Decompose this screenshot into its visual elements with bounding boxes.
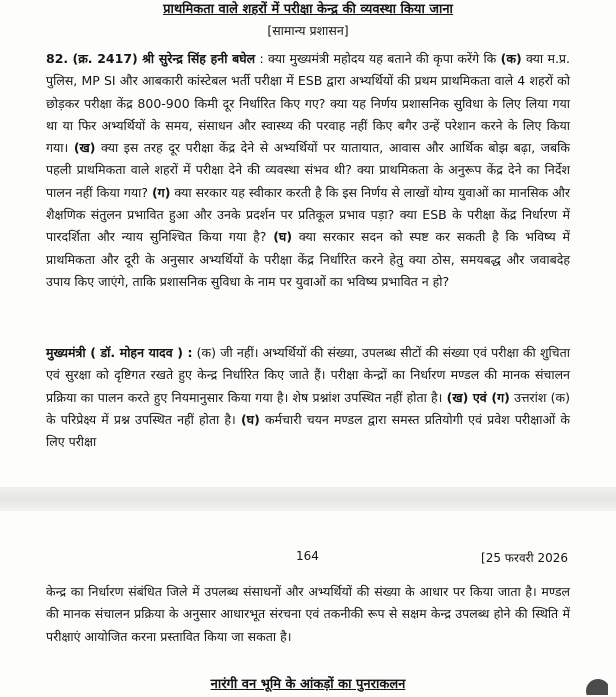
page-date: [25 फरवरी 2026 — [481, 551, 568, 565]
part-kha-label: (ख) — [73, 140, 96, 156]
continuation-paragraph: केन्द्र का निर्धारण संबंधित जिले में उपलब्ध संसाधनों और अभ्यर्थियों की संख्या के आधार पर किया जाता है। मण्डल की मानक संचालन प्रक्रिया के अनुसार आधारभूत संरचना एवं तकनीकी रूप से सक्षम केन्द्र उपलब्ध होने की स्थिति में परीक्षाएं आयोजित करना प्रस्तावित किया जा सकता है। — [46, 584, 570, 644]
part-ka-label: (क) — [500, 51, 522, 66]
part-ga-label: (ग) — [151, 184, 171, 200]
question-ref: (क्र. 2417) — [72, 51, 138, 66]
answer-speaker: मुख्यमंत्री ( डॉ. मोहन यादव ) : — [46, 345, 193, 360]
answer-paragraph — [46, 342, 570, 453]
next-section-heading: नारंगी वन भूमि के आंकड़ों का पुनराकलन — [210, 677, 406, 692]
part-ga-text: क्या सरकार यह स्वीकार करती है कि इस निर्णय से लाखों योग्य युवाओं का मानसिक और शैक्षणिक संतुलन प्रभावित हुआ और उनके प्रदर्शन पर प्रतिकूल प्रभाव पड़ा? क्या ESB के परीक्षा केंद्र निर्धारण में पारदर्शिता और न्याय सुनिश्चित किया गया है? — [46, 184, 570, 245]
part-gha-text: क्या सरकार सदन को स्पष्ट कर सकती है कि भविष्य में प्राथमिकता और दूरी के अनुसार अभ्यर्थियों के परीक्षा केंद्र निर्धारित करने हेतु क्या ठोस, समयबद्ध और जवाबदेह उपाय किए जाएंगे, ताकि प्रशासनिक सुविधा के नाम पर युवाओं का भविष्य प्रभावित न हो? — [46, 229, 570, 289]
department-label: [सामान्य प्रशासन] — [267, 23, 349, 38]
answer-text-2: उत्तरांश (क) के परिप्रेक्ष्य में प्रश्न उपस्थित नहीं होता है। — [46, 389, 570, 427]
scroll-corner-icon[interactable] — [578, 675, 608, 695]
question-number: 82. — [46, 51, 69, 66]
page-number: 164 — [296, 549, 319, 563]
answer-text: (क) जी नहीं। अभ्यर्थियों की संख्या, उपलब्ध सीटों की संख्या एवं परीक्षा की शुचिता एवं सुरक्षा को दृष्टिगत रखते हुए केन्द्र निर्धारित किए जाते हैं। परीक्षा केन्द्रों का निर्धारण मण्डल की मानक संचालन प्रक्रिया का पालन करते हुए नियमानुसार किया गया है। शेष प्रश्नांश उपस्थित नहीं होता है। — [46, 345, 570, 405]
answer-part-gha-label: (घ) — [240, 411, 260, 427]
page-bottom — [0, 511, 616, 697]
part-ka-text: क्या म.प्र. पुलिस, MP SI और आबकारी कांस्टेबल भर्ती परीक्षा में ESB द्वारा अभ्यर्थियों की प्रथम प्राथमिकता वाले 4 शहरों को छोड़कर परीक्षा केंद्र 800-900 किमी दूर निर्धारित किए गए? क्या यह निर्णय प्रशासनिक सुविधा के लिए लिया गया था या फिर अभ्यर्थियों के समय, संसाधन और स्वास्थ्य की परवाह नहीं किए बगैर उन्हें परेशान करने के लिए किया गया। — [46, 51, 571, 156]
question-intro: : क्या मुख्यमंत्री महोदय यह बताने की कृपा करेंगे कि — [259, 51, 497, 66]
question-paragraph — [46, 48, 570, 293]
part-gha-label: (घ) — [273, 229, 293, 245]
answer-part-label: (ख) एवं (ग) — [446, 389, 510, 405]
section-heading: प्राथमिकता वाले शहरों में परीक्षा केन्द्र की व्यवस्था किया जाना — [163, 2, 453, 17]
answer-text-3: कर्मचारी चयन मण्डल द्वारा समस्त प्रतियोगी एवं प्रवेश परीक्षाओं के लिए परीक्षा — [46, 411, 570, 450]
part-kha-text: क्या इस तरह दूर परीक्षा केंद्र देने से अभ्यर्थियों पर यातायात, आवास और आर्थिक बोझ बढ़ा, जबकि पहली प्राथमिकता वाले शहरों में परीक्षा देने की व्यवस्था संभव थी? क्या प्राथमिकता के अनुरूप केंद्र देने का निर्देश पालन नहीं किया गया? — [46, 140, 570, 200]
page-gap — [0, 487, 616, 511]
member-name: श्री सुरेन्द्र सिंह हनी बघेल — [142, 51, 256, 66]
